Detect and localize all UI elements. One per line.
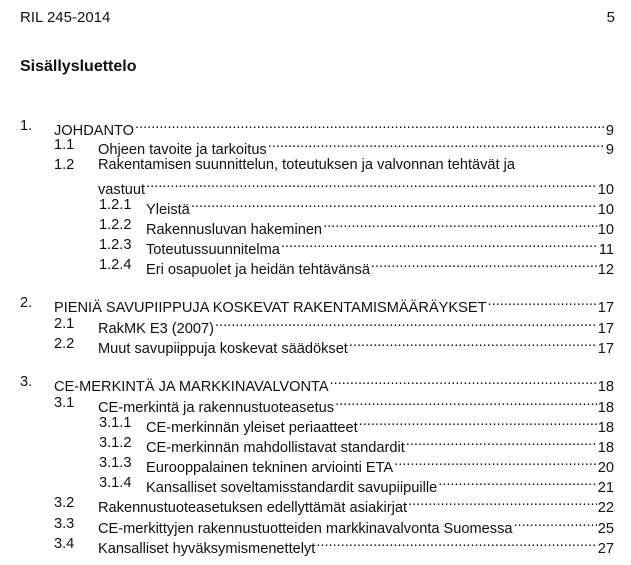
toc-number: 3.1 — [54, 395, 75, 411]
toc-page: 18 — [597, 440, 614, 456]
toc-entry[interactable] — [98, 335, 614, 358]
toc-page: 27 — [597, 541, 614, 557]
toc-label: Kansalliset hyväksymismenettelyt — [98, 541, 316, 557]
leader-dots — [323, 216, 597, 234]
toc-label: Muut savupiippuja koskevat säädökset — [98, 341, 348, 357]
toc-number: 3.3 — [54, 516, 75, 532]
toc-number: 3.2 — [54, 495, 75, 511]
toc-label: Rakennusluvan hakeminen — [146, 222, 323, 238]
toc-page: 17 — [597, 300, 614, 316]
toc-page: 17 — [597, 341, 614, 357]
leader-dots — [268, 136, 605, 154]
toc-number: 3.1.2 — [99, 435, 132, 451]
toc-number: 1.2.4 — [99, 257, 132, 273]
leader-dots — [514, 515, 597, 533]
leader-dots — [488, 294, 597, 312]
toc-label: Ohjeen tavoite ja tarkoitus — [98, 142, 267, 158]
document-code: RIL 245-2014 — [20, 9, 111, 26]
toc-label: Eri osapuolet ja heidän tehtävänsä — [146, 262, 370, 278]
leader-dots — [281, 236, 598, 254]
leader-dots — [330, 373, 597, 391]
toc-label: CE-merkintä ja rakennustuoteasetus — [98, 400, 335, 416]
toc-number: 3. — [20, 374, 33, 390]
toc-page: 10 — [597, 222, 614, 238]
leader-dots — [371, 256, 597, 274]
toc-page: 21 — [597, 480, 614, 496]
toc-number: 1.2.3 — [99, 237, 132, 253]
toc-label: Kansalliset soveltamisstandardit savupiipuille — [146, 480, 438, 496]
toc-number: 2.1 — [54, 316, 75, 332]
toc-label: Toteutussuunnitelma — [146, 242, 280, 258]
toc-number: 1.2 — [54, 157, 75, 173]
toc-number: 2.2 — [54, 336, 75, 352]
toc-number: 3.1.4 — [99, 475, 132, 491]
toc-label: JOHDANTO — [54, 123, 135, 139]
toc-label-line1[interactable]: Rakentamisen suunnittelun, toteutuksen ja valvonnan tehtävät ja — [98, 157, 516, 173]
leader-dots — [215, 315, 597, 333]
toc-entry[interactable] — [98, 494, 614, 517]
leader-dots — [394, 454, 597, 472]
toc-page: 20 — [597, 460, 614, 476]
toc-page: 18 — [597, 379, 614, 395]
page-number: 5 — [606, 9, 615, 26]
toc-label: CE-MERKINTÄ JA MARKKINAVALVONTA — [54, 379, 329, 395]
leader-dots — [191, 196, 597, 214]
toc-title: Sisällysluettelo — [20, 58, 137, 75]
toc-number: 2. — [20, 295, 33, 311]
leader-dots — [349, 335, 597, 353]
toc-page: 11 — [598, 242, 614, 258]
leader-dots — [316, 535, 596, 553]
toc-number: 1.2.2 — [99, 217, 132, 233]
leader-dots — [438, 474, 597, 492]
toc-label: CE-merkinnän yleiset periaatteet — [146, 420, 358, 436]
leader-dots — [359, 414, 597, 432]
toc-number: 3.4 — [54, 536, 75, 552]
toc-entry[interactable] — [146, 256, 614, 279]
toc-label: CE-merkittyjen rakennustuotteiden markkinavalvonta Suomessa — [98, 521, 513, 537]
leader-dots — [135, 117, 605, 135]
toc-entry[interactable] — [54, 373, 614, 396]
toc-entry[interactable] — [54, 294, 614, 317]
toc-page: 25 — [597, 521, 614, 537]
toc-label: Rakennustuoteasetuksen edellyttämät asiakirjat — [98, 500, 408, 516]
toc-number: 1. — [20, 118, 33, 134]
leader-dots — [146, 176, 597, 194]
leader-dots — [406, 434, 597, 452]
leader-dots — [408, 494, 597, 512]
toc-page: 10 — [597, 182, 614, 198]
leader-dots — [335, 394, 597, 412]
toc-number: 3.1.1 — [99, 415, 132, 431]
toc-page: 18 — [597, 420, 614, 436]
toc-label: CE-merkinnän mahdollistavat standardit — [146, 440, 405, 456]
toc-label: RakMK E3 (2007) — [98, 321, 214, 337]
toc-page: 9 — [605, 142, 614, 158]
toc-page: 18 — [597, 400, 614, 416]
toc-number: 1.1 — [54, 137, 75, 153]
toc-label: Yleistä — [146, 202, 190, 218]
toc-page: 10 — [597, 202, 614, 218]
toc-number: 1.2.1 — [99, 197, 132, 213]
toc-page: 17 — [597, 321, 614, 337]
toc-page: 12 — [597, 262, 614, 278]
toc-page: 22 — [597, 500, 614, 516]
toc-label: PIENIÄ SAVUPIIPPUJA KOSKEVAT RAKENTAMISMÄÄRÄYKSET — [54, 300, 487, 316]
toc-entry[interactable] — [98, 535, 614, 558]
toc-label: Eurooppalainen tekninen arviointi ETA — [146, 460, 394, 476]
toc-number: 3.1.3 — [99, 455, 132, 471]
toc-page: 9 — [605, 123, 614, 139]
toc-label: vastuut — [98, 182, 146, 198]
